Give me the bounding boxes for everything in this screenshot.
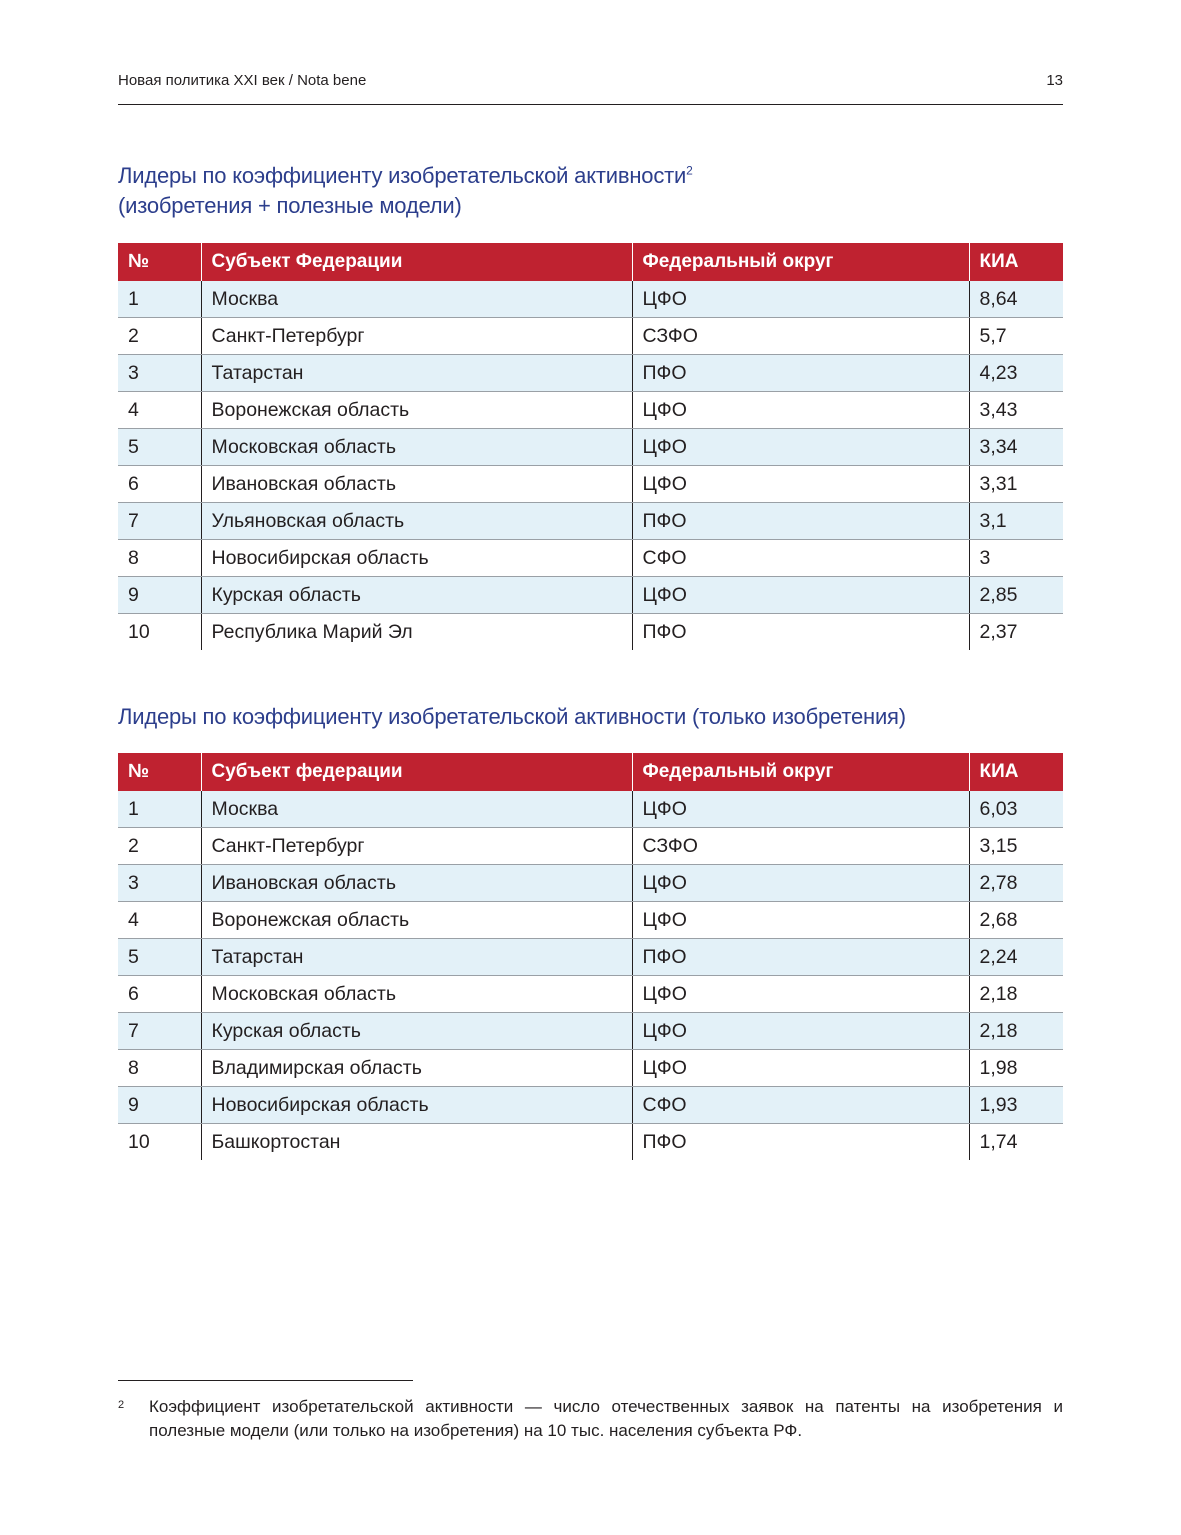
cell-subject: Татарстан [201, 939, 632, 976]
table-header-row [118, 753, 1063, 791]
cell-district: СЗФО [632, 828, 969, 865]
cell-kia: 8,64 [969, 281, 1063, 318]
cell-kia: 1,93 [969, 1087, 1063, 1124]
cell-kia: 2,18 [969, 976, 1063, 1013]
cell-number: 10 [128, 620, 150, 643]
cell-number: 5 [118, 429, 201, 466]
table-row [118, 466, 1063, 503]
table-row [118, 902, 1063, 939]
column-header-subject: Субъект Федерации [201, 243, 632, 281]
cell-kia: 3,1 [969, 503, 1063, 540]
cell-district: ЦФО [632, 1013, 969, 1050]
cell-number: 2 [118, 828, 201, 865]
cell-number: 1 [118, 281, 201, 318]
footnote-mark: 2 [118, 1399, 125, 1411]
cell-subject: Ивановская область [201, 865, 632, 902]
cell-subject: Санкт-Петербург [201, 828, 632, 865]
page-number: 13 [1046, 72, 1063, 89]
cell-kia: 3 [969, 540, 1063, 577]
cell-district: ПФО [632, 503, 969, 540]
cell-number: 7 [118, 503, 201, 540]
cell-kia: 2,78 [969, 865, 1063, 902]
column-header-number: № [118, 753, 201, 791]
cell-number: 4 [118, 902, 201, 939]
cell-number: 9 [118, 1087, 201, 1124]
footnote-divider [118, 1380, 413, 1381]
table-row [118, 577, 1063, 614]
cell-kia: 5,7 [969, 318, 1063, 355]
section1-title [118, 161, 1063, 221]
table-row [118, 865, 1063, 902]
cell-district: ЦФО [632, 281, 969, 318]
cell-district: СФО [632, 1087, 969, 1124]
table-row [118, 614, 1063, 651]
cell-subject: Новосибирская область [201, 540, 632, 577]
cell-district: ЦФО [632, 429, 969, 466]
cell-subject: Новосибирская область [201, 1087, 632, 1124]
cell-kia: 2,37 [969, 614, 1063, 651]
cell-kia: 6,03 [969, 791, 1063, 828]
running-header [118, 72, 1063, 92]
cell-district: СЗФО [632, 318, 969, 355]
cell-subject: Москва [201, 791, 632, 828]
column-header-number: № [118, 243, 201, 281]
table-row [118, 540, 1063, 577]
table-row [118, 828, 1063, 865]
footnote [118, 1395, 1063, 1443]
cell-number: 5 [118, 939, 201, 976]
cell-district: ПФО [632, 939, 969, 976]
cell-subject: Курская область [201, 1013, 632, 1050]
header-divider [118, 104, 1063, 105]
cell-number: 1 [118, 791, 201, 828]
cell-subject: Москва [201, 281, 632, 318]
cell-subject: Московская область [201, 976, 632, 1013]
cell-subject: Ульяновская область [201, 503, 632, 540]
cell-subject: Санкт-Петербург [201, 318, 632, 355]
cell-number: 9 [118, 577, 201, 614]
table-combined-activity [118, 243, 1063, 650]
cell-district: ЦФО [632, 902, 969, 939]
cell-subject: Республика Марий Эл [201, 614, 632, 651]
cell-district: ЦФО [632, 976, 969, 1013]
table-row [118, 355, 1063, 392]
cell-kia: 2,18 [969, 1013, 1063, 1050]
cell-district: ЦФО [632, 577, 969, 614]
cell-kia: 3,31 [969, 466, 1063, 503]
footnote-text: Коэффициент изобретательской активности — число отечественных заявок на патенты на изобретения и полезные модели (или только на изобретения) на 10 тыс. населения субъекта РФ. [149, 1397, 1063, 1440]
section1-title-line1: Лидеры по коэффициенту изобретательской активности [118, 163, 687, 188]
table-row [118, 791, 1063, 828]
cell-kia: 2,24 [969, 939, 1063, 976]
cell-kia: 3,34 [969, 429, 1063, 466]
column-header-kia: КИА [969, 243, 1063, 281]
table-row [118, 1013, 1063, 1050]
cell-subject: Владимирская область [201, 1050, 632, 1087]
cell-subject: Курская область [201, 577, 632, 614]
cell-number: 3 [118, 865, 201, 902]
table-row [118, 281, 1063, 318]
section1-title-line2: (изобретения + полезные модели) [118, 193, 462, 218]
table-row [118, 318, 1063, 355]
cell-number: 2 [118, 318, 201, 355]
column-header-subject: Субъект федерации [201, 753, 632, 791]
cell-subject: Воронежская область [201, 902, 632, 939]
cell-number: 8 [118, 1050, 201, 1087]
cell-number: 4 [118, 392, 201, 429]
table-row [118, 1087, 1063, 1124]
cell-district: ЦФО [632, 865, 969, 902]
cell-district: ПФО [632, 355, 969, 392]
cell-district: ПФО [632, 614, 969, 651]
cell-district: ЦФО [632, 466, 969, 503]
cell-district: ПФО [632, 1124, 969, 1161]
cell-subject: Татарстан [201, 355, 632, 392]
cell-kia: 2,85 [969, 577, 1063, 614]
cell-subject: Московская область [201, 429, 632, 466]
cell-district: ЦФО [632, 791, 969, 828]
cell-district: СФО [632, 540, 969, 577]
cell-subject: Воронежская область [201, 392, 632, 429]
column-header-kia: КИА [969, 753, 1063, 791]
footnote-ref[interactable]: 2 [686, 163, 693, 178]
cell-kia: 3,15 [969, 828, 1063, 865]
cell-number: 6 [118, 466, 201, 503]
cell-number: 10 [128, 1130, 150, 1153]
table-row [118, 939, 1063, 976]
column-header-district: Федеральный округ [632, 753, 969, 791]
cell-number: 3 [118, 355, 201, 392]
cell-subject: Ивановская область [201, 466, 632, 503]
cell-district: ЦФО [632, 392, 969, 429]
cell-number: 8 [118, 540, 201, 577]
table-inventions-activity [118, 753, 1063, 1160]
cell-number: 7 [118, 1013, 201, 1050]
cell-kia: 1,74 [969, 1124, 1063, 1161]
table-row [118, 429, 1063, 466]
table-row [118, 392, 1063, 429]
table-row [118, 503, 1063, 540]
section2-title: Лидеры по коэффициенту изобретательской активности (только изобретения) [118, 704, 906, 729]
cell-kia: 4,23 [969, 355, 1063, 392]
cell-number: 6 [118, 976, 201, 1013]
table-row [118, 1124, 1063, 1161]
cell-kia: 2,68 [969, 902, 1063, 939]
table-row [118, 1050, 1063, 1087]
column-header-district: Федеральный округ [632, 243, 969, 281]
cell-subject: Башкортостан [201, 1124, 632, 1161]
cell-kia: 3,43 [969, 392, 1063, 429]
cell-district: ЦФО [632, 1050, 969, 1087]
cell-kia: 1,98 [969, 1050, 1063, 1087]
table-header-row [118, 243, 1063, 281]
running-title: Новая политика XXI век / Nota bene [118, 72, 367, 89]
table-row [118, 976, 1063, 1013]
